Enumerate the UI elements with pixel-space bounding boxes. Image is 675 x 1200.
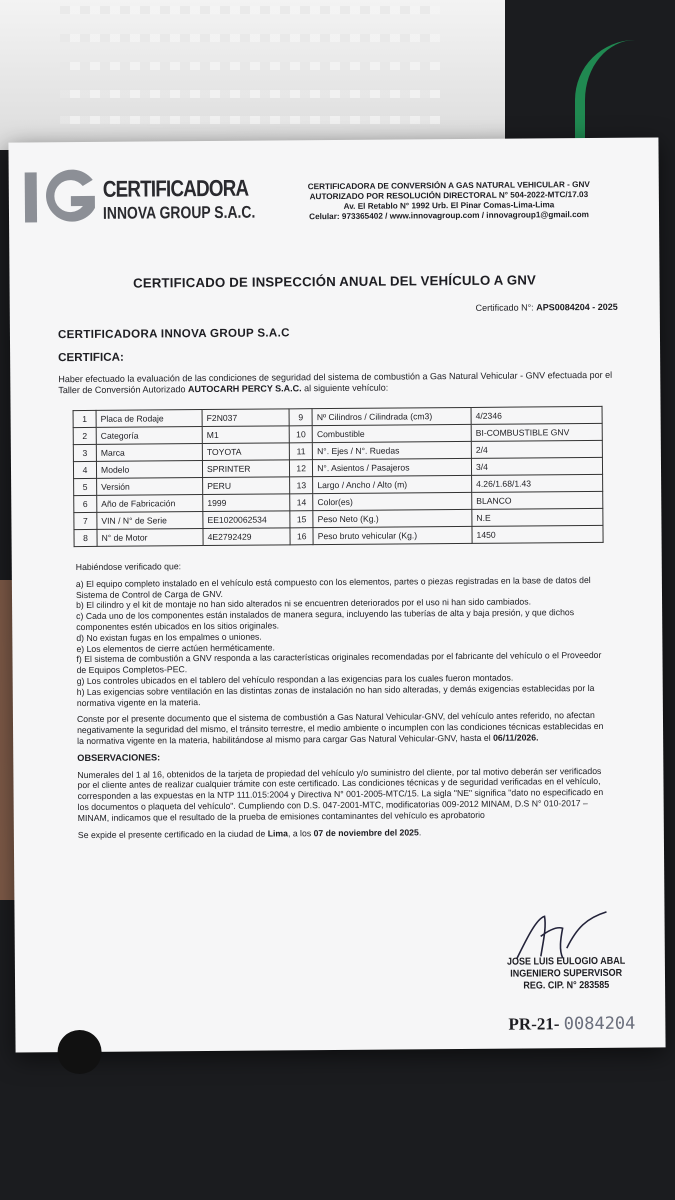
spec-number: 5 [74, 478, 97, 495]
spec-number: 7 [74, 512, 97, 529]
spec-label: VIN / N° de Serie [97, 512, 203, 530]
observaciones-text: Numerales del 1 al 16, obtenidos de la tarjeta de propiedad del vehículo y/o suministro del cliente, por tal motivo deberán ser verificados por el cliente antes de realizar cualquier trámite con este certificado. Las condiciones técnicas y de seguridad verificadas en el vehículo, corresponden a las expuestas en la NTP 111.015:2004 y Directiva N° 001-2005-MTC/15. La sigla "NE" significa "dato no especificado en los documentos o plaqueta del vehículo". Cumpliendo con D.S. 047-2001-MTC, modificatorias 009-2012 MINAM, D.S N° 010-2017 – MINAM, indicamos que el resultado de la prueba de emisiones contaminantes del vehículo es aprobatorio [77, 765, 604, 823]
spec-label: Año de Fabricación [97, 495, 203, 513]
verified-item: a) El equipo completo instalado en el vehículo está compuesto con los elementos, partes o piezas registradas en la base de datos del Sistema de Control de Carga de GNV. [75, 574, 591, 600]
intro-paragraph [58, 370, 618, 396]
spec-number: 3 [73, 444, 96, 461]
intro-text: Haber efectuado la evaluación de las condiciones de seguridad del sistema de combustión a Gas Natural Vehicular - GNV efectuada por el Taller de Conversión Autorizado [58, 369, 613, 396]
background-monitor [0, 0, 505, 150]
spec-value: M1 [202, 426, 289, 444]
spec-number: 16 [290, 528, 313, 545]
spec-number: 6 [74, 495, 97, 512]
spec-value: 4/2346 [471, 406, 602, 424]
brand-name: CERTIFICADORA [102, 174, 249, 202]
blurred-row [60, 116, 440, 124]
observaciones-title: OBSERVACIONES: [77, 752, 161, 763]
spec-value: 4.26/1.68/1.43 [472, 474, 603, 492]
spec-value: N.E [472, 508, 603, 526]
header-line: Av. El Retablo N° 1992 Urb. El Pinar Comas-Lima-Lima [343, 200, 555, 211]
spec-value: 1450 [472, 525, 603, 543]
spec-label: N°. Asientos / Pasajeros [313, 458, 472, 476]
signer-registration: REG. CIP. N° 283585 [522, 979, 610, 992]
spec-label: Peso Neto (Kg.) [313, 509, 472, 527]
spec-number: 15 [290, 511, 313, 528]
valid-until-date: 06/11/2026. [493, 732, 539, 743]
spec-label: Nº Cilindros / Cilindrada (cm3) [312, 407, 471, 425]
verified-title: Habiéndose verificado que: [75, 561, 182, 573]
verified-item: d) No existan fugas en los empalmes o uniones. [76, 631, 262, 643]
verified-item: b) El cilindro y el kit de montaje no han sido alterados ni se encuentren deteriorados por el uso ni han sido cambiados. [76, 596, 532, 611]
spec-value: BI-COMBUSTIBLE GNV [471, 423, 602, 441]
workshop-name: AUTOCARH PERCY S.A.C. [187, 383, 302, 395]
blurred-row [60, 90, 440, 98]
certificate-sheet [8, 137, 665, 1052]
spec-number: 9 [289, 409, 312, 426]
spec-label: Combustible [312, 424, 471, 442]
spec-label: N° de Motor [97, 529, 203, 547]
spec-label: Peso bruto vehicular (Kg.) [313, 526, 472, 544]
spec-value: SPRINTER [202, 460, 289, 478]
blurred-row [60, 6, 440, 14]
verified-item: g) Los controles ubicados en el tablero del vehículo respondan a las exigencias para los cuales fueron montados. [76, 672, 514, 687]
spec-value: F2N037 [202, 409, 289, 427]
spec-label: Placa de Rodaje [96, 410, 202, 428]
spec-label: Versión [97, 478, 203, 496]
cert-label: Certificado N°: [475, 302, 534, 313]
blurred-row [60, 62, 440, 70]
spec-number: 1 [73, 410, 96, 427]
verified-item: h) Las exigencias sobre ventilación en las distintas zonas de instalación no han sido alteradas, y demás exigencias establecidas por la normativa vigente en la materia. [76, 682, 595, 708]
certificate-number [476, 302, 618, 313]
spec-number: 12 [290, 460, 313, 477]
expide-text: , a los [287, 827, 314, 838]
header-line: CERTIFICADORA DE CONVERSIÓN A GAS NATURAL VEHICULAR - GNV [307, 180, 590, 192]
certifica-heading: CERTIFICA: [58, 350, 124, 365]
spec-value: 1999 [203, 494, 290, 512]
cert-number-value: APS0084204 - 2025 [536, 301, 618, 313]
spec-value: BLANCO [472, 491, 603, 509]
spec-value: TOYOTA [202, 443, 289, 461]
signer-name: JOSE LUIS EULOGIO ABAL [506, 955, 625, 968]
spec-value: 3/4 [471, 457, 602, 475]
expide-date: 07 de noviembre del 2025 [313, 826, 419, 838]
brand-subtitle: INNOVA GROUP S.A.C. [102, 202, 256, 223]
vehicle-specs-table [73, 406, 604, 547]
expide-city: Lima [267, 827, 289, 839]
code-prefix: PR-21- [508, 1014, 560, 1034]
verified-item: c) Cada uno de los componentes están instalados de manera segura, incluyendo las tuberías de alta y baja presión, y que dichos componentes estén ubicados en los sitios originales. [76, 607, 575, 633]
conste-paragraph [77, 710, 612, 747]
expide-text: . [418, 826, 422, 837]
spec-value: PERU [203, 477, 290, 495]
document-title: CERTIFICADO DE INSPECCIÓN ANUAL DEL VEHÍCULO A GNV [133, 272, 537, 291]
company-header [279, 180, 619, 223]
spec-number: 13 [290, 477, 313, 494]
spec-label: Marca [96, 444, 202, 462]
header-line: Celular: 973365402 / www.innovagroup.com / innovagroup1@gmail.com [309, 210, 589, 222]
signer-role: INGENIERO SUPERVISOR [509, 967, 622, 980]
spec-value: 2/4 [471, 440, 602, 458]
spec-label: Largo / Ancho / Alto (m) [313, 475, 472, 493]
blurred-row [60, 34, 440, 42]
verified-list [76, 575, 612, 709]
spec-number: 4 [73, 461, 96, 478]
spec-label: N°. Ejes / N°. Ruedas [312, 441, 471, 459]
spec-number: 14 [290, 494, 313, 511]
spec-value: 4E2792429 [203, 528, 290, 546]
intro-text-end: al siguiente vehículo: [301, 382, 389, 394]
signature-block [507, 956, 625, 993]
header-line: AUTORIZADO POR RESOLUCIÓN DIRECTORAL N° 504-2022-MTC/17.03 [309, 190, 589, 202]
spec-value: EE1020062534 [203, 511, 290, 529]
spec-label: Color(es) [313, 492, 472, 510]
ig-logo-icon [23, 164, 104, 229]
punch-hole [57, 1030, 101, 1074]
spec-row [74, 525, 603, 546]
company-name: CERTIFICADORA INNOVA GROUP S.A.C [57, 326, 290, 342]
document-code [508, 1014, 635, 1035]
spec-number: 2 [73, 427, 96, 444]
expide-text: Se expide el presente certificado en la ciudad de [77, 828, 268, 840]
spec-label: Categoría [96, 427, 202, 445]
verified-item: f) El sistema de combustión a GNV responda a las características originales recomendadas por el fabricante del vehículo o el Proveedor de Equipos Completos-PEC. [76, 650, 602, 676]
document-body [76, 558, 613, 841]
verified-item: e) Los elementos de cierre actúen herméticamente. [76, 642, 275, 654]
conste-text: Conste por el presente documento que el sistema de combustión a Gas Natural Vehicular-GNV, del vehículo antes referido, no afectan negativamente la seguridad del mismo, el tránsito terrestre, el medio ambiente o incumplen con las condiciones técnicas establecidas en la normativa vigente en la materia, habilitándose al mismo para cargar Gas Natural Vehicular-GNV, hasta el [76, 710, 604, 746]
spec-number: 11 [289, 443, 312, 460]
code-number: 0084204 [563, 1013, 636, 1035]
spec-label: Modelo [96, 461, 202, 479]
spec-number: 10 [289, 426, 312, 443]
spec-number: 8 [74, 529, 97, 546]
